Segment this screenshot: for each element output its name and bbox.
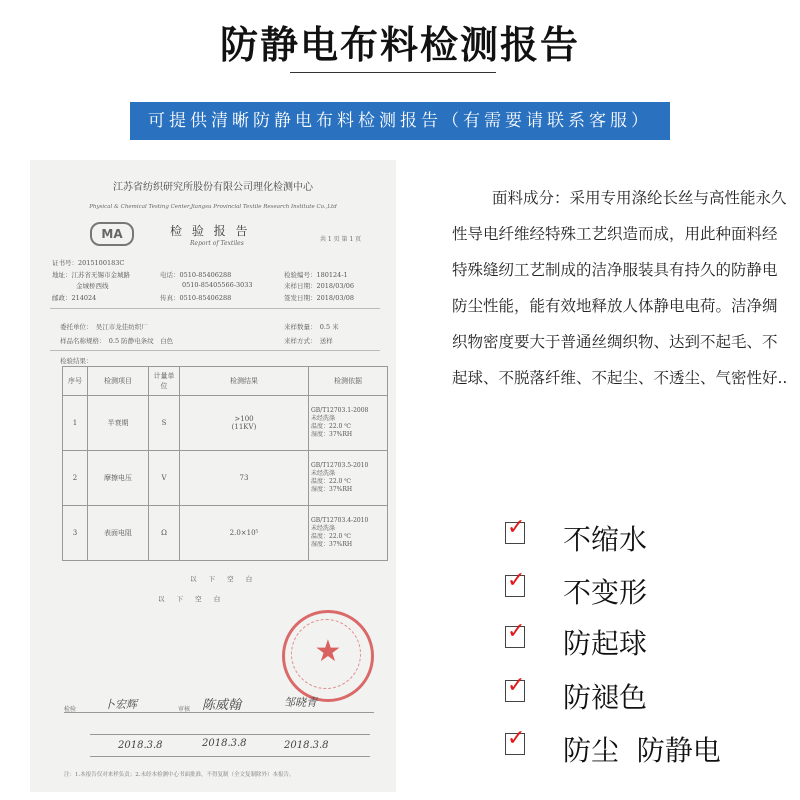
- blank-note-2: 以 下 空 白: [158, 595, 226, 603]
- sig-tester: 卜宏辉: [104, 698, 137, 711]
- feature-label: 防起球: [563, 627, 648, 660]
- result-value: >100: [234, 415, 254, 423]
- contact-banner: 可提供清晰防静电布料检测报告（有需要请联系客服）: [130, 102, 670, 140]
- checked-box-icon: [505, 515, 526, 544]
- blank-note: 以 下 空 白: [190, 575, 258, 583]
- sig-tester-label: 检验: [64, 706, 77, 713]
- report-address-2: 金城桥西线: [76, 282, 109, 290]
- report-postcode: 邮政：214024: [52, 294, 97, 302]
- result-note: (11KV): [231, 423, 257, 431]
- checkmark-icon: ✓: [507, 726, 526, 751]
- sig-reviewer: 陈威翰: [202, 698, 242, 713]
- results-table: [62, 366, 388, 561]
- checked-box-icon: [505, 568, 526, 597]
- basis-standard: GB/T12703.4-2010: [311, 517, 369, 524]
- report-no: 检验编号：180124-1: [284, 271, 348, 279]
- table-header-row: [63, 367, 388, 396]
- table-row: [63, 396, 388, 451]
- checked-box-icon: [505, 673, 526, 702]
- report-divider: [50, 350, 380, 351]
- report-client: 委托单位： 吴江市龙佳纺织厂: [60, 323, 148, 331]
- cell-basis: [309, 396, 388, 451]
- basis-temp: 温度：22.0 ℃: [311, 478, 351, 485]
- checked-box-icon: [505, 726, 526, 755]
- description-text: 面料成分：采用专用涤纶长丝与高性能永久性导电纤维经特殊工艺织造而成，用此种面料经特殊缝纫工艺制成的洁净服装具有持久的防静电防尘性能，能有效地释放人体静电电荷。洁净绸织物密度要大于普通丝绸织物、达到不起毛、不起球、不脱落纤维、不起尘、不透尘、气密性好..: [452, 189, 788, 387]
- table-row: [63, 506, 388, 561]
- report-footer-note: 注：1.本报告仅对来样负责；2.未经本检测中心书面批准，不得复制（全文复制除外）本报告。: [64, 772, 295, 778]
- basis-standard: GB/T12703.1-2008: [311, 407, 369, 414]
- report-fax: 传真：0510-85406288: [160, 294, 232, 302]
- cell-unit: Ω: [149, 506, 180, 561]
- cell-result: [180, 451, 309, 506]
- result-value: 2.0×10⁵: [229, 529, 259, 537]
- signature-divider: [90, 756, 370, 757]
- basis-humidity: 湿度：37%RH: [311, 486, 353, 493]
- sig-tester-date: 2018.3.8: [118, 740, 163, 751]
- basis-wash: 未经洗涤: [311, 415, 336, 422]
- cell-unit: S: [149, 396, 180, 451]
- cell-no: 2: [63, 451, 88, 506]
- sig-approver-date: 2018.3.8: [284, 740, 329, 751]
- report-divider: [50, 308, 380, 309]
- feature-label: 不变形: [563, 576, 648, 609]
- checkmark-icon: ✓: [507, 568, 526, 593]
- title-underline: [290, 72, 496, 73]
- basis-humidity: 湿度：37%RH: [311, 541, 353, 548]
- report-title: 检 验 报 告: [170, 224, 251, 238]
- official-stamp-icon: [282, 610, 374, 702]
- cell-unit: V: [149, 451, 180, 506]
- report-address: 地址：江苏省无锡市金城路: [52, 271, 130, 279]
- cell-no: 3: [63, 506, 88, 561]
- report-recv-date: 来样日期：2018/03/06: [284, 282, 354, 290]
- basis-wash: 未经洗涤: [311, 525, 336, 532]
- report-issue-date: 签发日期：2018/03/08: [284, 294, 354, 302]
- feature-label: 不缩水: [563, 523, 648, 556]
- feature-label: 防褪色: [563, 681, 648, 714]
- col-header-basis: 检测依据: [309, 367, 388, 396]
- cell-item: 摩擦电压: [88, 451, 149, 506]
- checkmark-icon: ✓: [507, 619, 526, 644]
- report-title-en: Report of Textiles: [190, 240, 244, 247]
- cell-basis: [309, 506, 388, 561]
- feature-label: 防尘 防静电: [563, 734, 721, 767]
- cell-no: 1: [63, 396, 88, 451]
- report-sample-qty: 来样数量： 0.5 米: [284, 323, 339, 331]
- signature-divider: [90, 734, 370, 735]
- sig-reviewer-label: 审核: [178, 706, 191, 713]
- col-header-no: 序号: [63, 367, 88, 396]
- report-cert-no: 证书号：2015100183C: [52, 259, 125, 267]
- checkmark-icon: ✓: [507, 673, 526, 698]
- report-phone: 电话：0510-85406288: [160, 271, 232, 279]
- stamp-star-icon: ★: [314, 634, 342, 669]
- cell-basis: [309, 451, 388, 506]
- basis-temp: 温度：22.0 ℃: [311, 423, 351, 430]
- col-header-item: 检测项目: [88, 367, 149, 396]
- cell-result: [180, 506, 309, 561]
- col-header-result: 检测结果: [180, 367, 309, 396]
- cma-logo-icon: MA: [90, 222, 134, 246]
- report-phone-2: 0510-85405566-3033: [182, 281, 253, 289]
- sig-reviewer-date: 2018.3.8: [202, 738, 247, 749]
- result-value: 73: [239, 474, 249, 482]
- cell-result: [180, 396, 309, 451]
- fabric-description: [452, 180, 788, 396]
- report-org-name-en: Physical & Chemical Testing Center,Jiangsu Provincial Textile Research Institute Co.,Ltd: [89, 204, 337, 210]
- table-row: [63, 451, 388, 506]
- basis-temp: 温度：22.0 ℃: [311, 533, 351, 540]
- report-sample: 样品名称规格： 0.5 防静电条纹 白色: [60, 337, 174, 345]
- basis-standard: GB/T12703.5-2010: [311, 462, 369, 469]
- checkmark-icon: ✓: [507, 515, 526, 540]
- basis-humidity: 湿度：37%RH: [311, 431, 353, 438]
- sig-approver: 邹晓青: [284, 696, 317, 709]
- report-page-info: 共 1 页 第 1 页: [320, 236, 362, 243]
- checked-box-icon: [505, 619, 526, 648]
- page-title: 防静电布料检测报告: [219, 23, 580, 67]
- basis-wash: 未经洗涤: [311, 470, 336, 477]
- cell-item: 表面电阻: [88, 506, 149, 561]
- report-org-name: 江苏省纺织研究所股份有限公司理化检测中心: [113, 182, 313, 193]
- report-sample-method: 来样方式： 送样: [284, 337, 333, 345]
- test-report-scan: [30, 160, 396, 792]
- col-header-unit: 计量单位: [149, 367, 180, 396]
- cell-item: 半衰期: [88, 396, 149, 451]
- report-results-title: 检验结果：: [60, 357, 93, 365]
